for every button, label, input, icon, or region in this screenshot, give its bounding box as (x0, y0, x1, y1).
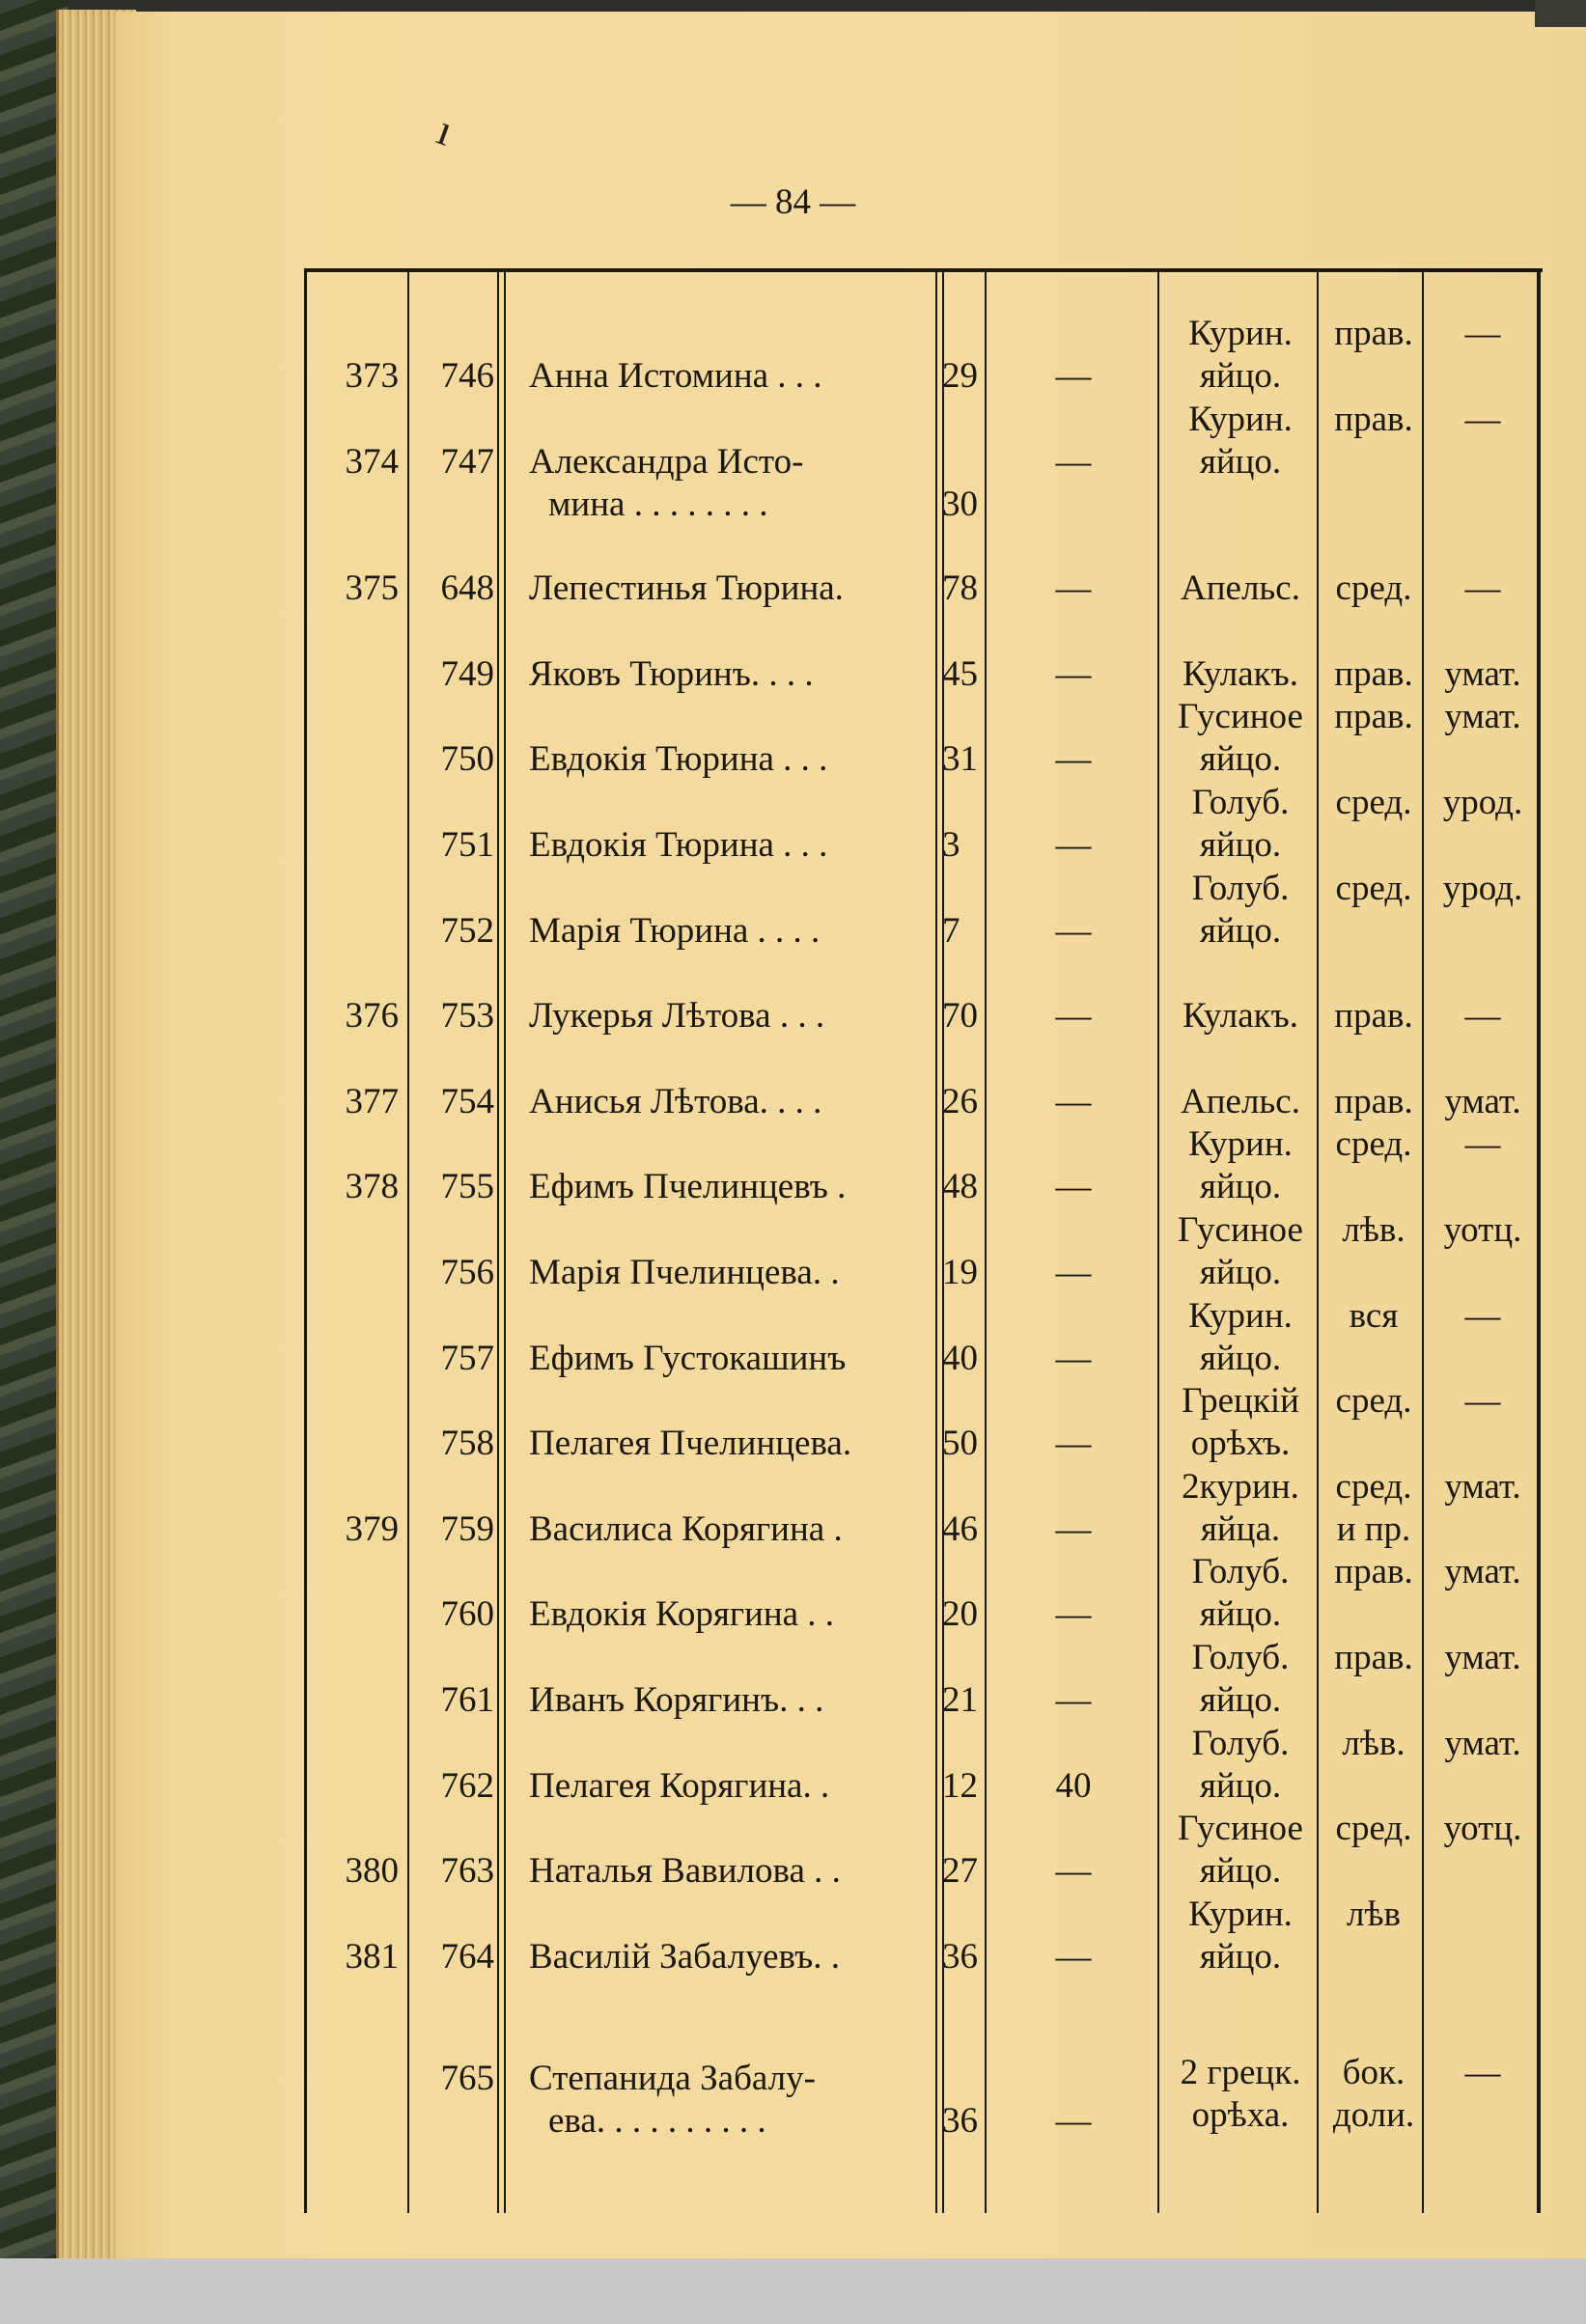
side: прав. (1334, 697, 1413, 737)
inheritance-note: — (1464, 996, 1501, 1037)
column-rule (985, 272, 987, 2213)
tumor-size-description: Голуб. (1191, 783, 1290, 822)
tumor-size-description: яйца. (1200, 1508, 1281, 1549)
entry-number: 759 (440, 1508, 494, 1549)
column-five: — (1055, 1081, 1092, 1121)
entry-number: 758 (440, 1424, 494, 1464)
side: прав. (1334, 1552, 1413, 1592)
inheritance-note: умат. (1444, 1638, 1521, 1677)
tumor-size-description: Курин. (1188, 1894, 1293, 1934)
column-five: — (1055, 441, 1092, 482)
family-number: 378 (345, 1167, 399, 1207)
tumor-size-description: Апельс. (1181, 1081, 1300, 1121)
column-five: — (1055, 910, 1092, 951)
inheritance-note: — (1464, 399, 1501, 439)
age: 50 (942, 1424, 978, 1464)
family-number: 377 (345, 1081, 399, 1121)
entry-number: 750 (440, 739, 494, 780)
tumor-size-description: Курин. (1188, 314, 1293, 353)
tumor-size-description: яйцо. (1199, 441, 1282, 482)
column-five: 40 (1055, 1765, 1092, 1806)
tumor-size-description: Гусиное (1178, 1210, 1303, 1250)
tumor-size-description: Голуб. (1191, 1552, 1290, 1592)
book-corner (1535, 0, 1586, 27)
page-number: — 84 — (730, 182, 856, 222)
inheritance-note: умат. (1444, 1466, 1521, 1507)
tumor-size-description: яйцо. (1199, 825, 1282, 865)
person-name: Степанида Забалу- (529, 2059, 816, 2099)
age: 40 (942, 1338, 978, 1378)
person-name-continued: ева. . . . . . . . . . (548, 2101, 766, 2142)
side: сред. (1335, 1124, 1412, 1165)
column-five: — (1055, 825, 1092, 865)
age: 21 (942, 1680, 978, 1720)
person-name: Лепестинья Тюрина. (529, 568, 844, 609)
person-name: Василій Забалуевъ. . (529, 1936, 840, 1977)
person-name: Лукерья Лѣтова . . . (529, 996, 825, 1037)
entry-number: 756 (440, 1253, 494, 1292)
entry-number: 746 (440, 356, 494, 396)
person-name: Ефимъ Пчелинцевъ . (529, 1167, 847, 1207)
column-rule (1157, 272, 1159, 2213)
inheritance-note: — (1464, 314, 1501, 353)
side: сред. (1335, 783, 1412, 822)
column-five: — (1055, 1167, 1092, 1207)
person-name: Пелагея Пчелинцева. (529, 1424, 852, 1464)
tumor-size-description: яйцо. (1199, 1851, 1282, 1892)
family-number: 380 (345, 1851, 399, 1892)
side: доли. (1332, 2095, 1415, 2136)
person-name: Анисья Лѣтова. . . . (529, 1081, 822, 1121)
entry-number: 648 (440, 568, 494, 609)
tumor-size-description: орѣхъ. (1190, 1424, 1291, 1464)
age: 46 (942, 1508, 978, 1549)
family-number: 375 (345, 568, 399, 609)
person-name: Яковъ Тюринъ. . . . (529, 653, 814, 694)
column-five: — (1055, 1338, 1092, 1378)
entry-number: 753 (440, 996, 494, 1037)
side: вся (1349, 1295, 1399, 1336)
side: бок. (1342, 2053, 1405, 2093)
person-name: Пелагея Корягина. . (529, 1765, 830, 1806)
age: 78 (942, 568, 978, 609)
inheritance-note: умат. (1444, 697, 1521, 737)
side: лѣв (1346, 1894, 1402, 1934)
column-five: — (1055, 996, 1092, 1037)
age: 26 (942, 1081, 978, 1121)
side: и пр. (1336, 1508, 1411, 1549)
age: 31 (942, 739, 978, 780)
ink-mark: ı (431, 104, 460, 155)
column-rule (497, 272, 499, 2213)
tumor-size-description: Гусиное (1178, 1809, 1303, 1849)
entry-number: 754 (440, 1081, 494, 1121)
inheritance-note: уотц. (1443, 1809, 1522, 1849)
person-name: Марія Пчелинцева. . (529, 1253, 840, 1292)
tumor-size-description: Курин. (1188, 1124, 1293, 1165)
column-five: — (1055, 1936, 1092, 1977)
tumor-size-description: Апельс. (1181, 568, 1300, 609)
table-top-rule (304, 268, 1543, 272)
person-name-continued: мина . . . . . . . . (548, 484, 768, 524)
tumor-size-description: 2курин. (1182, 1466, 1299, 1507)
column-rule (942, 272, 944, 2213)
entry-number: 763 (440, 1851, 494, 1892)
tumor-size-description: яйцо. (1199, 356, 1282, 396)
inheritance-note: умат. (1444, 1552, 1521, 1592)
tumor-size-description: яйцо. (1199, 739, 1282, 780)
age: 36 (942, 1936, 978, 1977)
side: прав. (1334, 399, 1413, 439)
column-five: — (1055, 739, 1092, 780)
tumor-size-description: яйцо. (1199, 910, 1282, 951)
column-five: — (1055, 653, 1092, 694)
tumor-size-description: Голуб. (1191, 1723, 1290, 1763)
column-five: — (1055, 1424, 1092, 1464)
side: лѣв. (1342, 1723, 1405, 1763)
tumor-size-description: яйцо. (1199, 1936, 1282, 1977)
family-number: 381 (345, 1936, 399, 1977)
entry-number: 765 (440, 2059, 494, 2099)
person-name: Евдокія Тюрина . . . (529, 825, 828, 865)
tumor-size-description: Курин. (1188, 1295, 1293, 1336)
entry-number: 755 (440, 1167, 494, 1207)
entry-number: 752 (440, 910, 494, 951)
column-five: — (1055, 1680, 1092, 1720)
inheritance-note: умат. (1444, 653, 1521, 694)
person-name: Анна Истомина . . . (529, 356, 822, 396)
side: сред. (1335, 1466, 1412, 1507)
side: сред. (1335, 568, 1412, 609)
tumor-size-description: Кулакъ. (1182, 996, 1298, 1037)
tumor-size-description: Голуб. (1191, 1638, 1290, 1677)
person-name: Василиса Корягина . (529, 1508, 843, 1549)
side: лѣв. (1342, 1210, 1405, 1250)
age: 30 (942, 484, 978, 524)
person-name: Наталья Вавилова . . (529, 1851, 841, 1892)
tumor-size-description: Голуб. (1191, 868, 1290, 908)
tumor-size-description: 2 грецк. (1180, 2053, 1301, 2093)
age: 45 (942, 653, 978, 694)
person-name: Александра Исто- (529, 441, 804, 482)
side: прав. (1334, 1081, 1413, 1121)
age: 48 (942, 1167, 978, 1207)
column-five: — (1055, 1594, 1092, 1635)
tumor-size-description: яйцо. (1199, 1765, 1282, 1806)
person-name: Иванъ Корягинъ. . . (529, 1680, 824, 1720)
tumor-size-description: орѣха. (1191, 2095, 1290, 2136)
person-name: Евдокія Тюрина . . . (529, 739, 828, 780)
scan-background (0, 2258, 1586, 2324)
tumor-size-description: Кулакъ. (1182, 653, 1298, 694)
side: прав. (1334, 996, 1413, 1037)
tumor-size-description: Грецкій (1182, 1381, 1299, 1422)
family-number: 379 (345, 1508, 399, 1549)
inheritance-note: — (1464, 1381, 1501, 1422)
inheritance-note: — (1464, 2053, 1501, 2093)
person-name: Ефимъ Густокашинъ (529, 1338, 847, 1378)
column-five: — (1055, 1851, 1092, 1892)
tumor-size-description: яйцо. (1199, 1594, 1282, 1635)
age: 36 (942, 2101, 978, 2142)
column-five: — (1055, 356, 1092, 396)
family-number: 376 (345, 996, 399, 1037)
side: сред. (1335, 868, 1412, 908)
inheritance-note: — (1464, 568, 1501, 609)
column-rule (504, 272, 506, 2213)
age: 70 (942, 996, 978, 1037)
age: 3 (942, 825, 960, 865)
side: сред. (1335, 1809, 1412, 1849)
age: 12 (942, 1765, 978, 1806)
family-number: 373 (345, 356, 399, 396)
column-five: — (1055, 568, 1092, 609)
tumor-size-description: Курин. (1188, 399, 1293, 439)
column-five: — (1055, 1253, 1092, 1292)
person-name: Марія Тюрина . . . . (529, 910, 821, 951)
column-rule (304, 268, 307, 2213)
side: прав. (1334, 1638, 1413, 1677)
entry-number: 747 (440, 441, 494, 482)
entry-number: 761 (440, 1680, 494, 1720)
tumor-size-description: Гусиное (1178, 697, 1303, 737)
entry-number: 751 (440, 825, 494, 865)
age: 19 (942, 1253, 978, 1292)
side: прав. (1334, 314, 1413, 353)
inheritance-note: урод. (1442, 868, 1523, 908)
age: 27 (942, 1851, 978, 1892)
inheritance-note: — (1464, 1295, 1501, 1336)
entry-number: 757 (440, 1338, 494, 1378)
age: 29 (942, 356, 978, 396)
person-name: Евдокія Корягина . . (529, 1594, 835, 1635)
tumor-size-description: яйцо. (1199, 1680, 1282, 1720)
tumor-size-description: яйцо. (1199, 1338, 1282, 1378)
column-five: — (1055, 1508, 1092, 1549)
column-five: — (1055, 2101, 1092, 2142)
tumor-size-description: яйцо. (1199, 1167, 1282, 1207)
family-number: 374 (345, 441, 399, 482)
column-rule (935, 272, 937, 2213)
tumor-size-description: яйцо. (1199, 1253, 1282, 1292)
column-rule (407, 272, 409, 2213)
side: прав. (1334, 653, 1413, 694)
age: 20 (942, 1594, 978, 1635)
inheritance-note: умат. (1444, 1723, 1521, 1763)
entry-number: 764 (440, 1936, 494, 1977)
entry-number: 760 (440, 1594, 494, 1635)
entry-number: 762 (440, 1765, 494, 1806)
age: 7 (942, 910, 960, 951)
entry-number: 749 (440, 653, 494, 694)
side: сред. (1335, 1381, 1412, 1422)
inheritance-note: умат. (1444, 1081, 1521, 1121)
inheritance-note: уотц. (1443, 1210, 1522, 1250)
inheritance-note: — (1464, 1124, 1501, 1165)
inheritance-note: урод. (1442, 783, 1523, 822)
